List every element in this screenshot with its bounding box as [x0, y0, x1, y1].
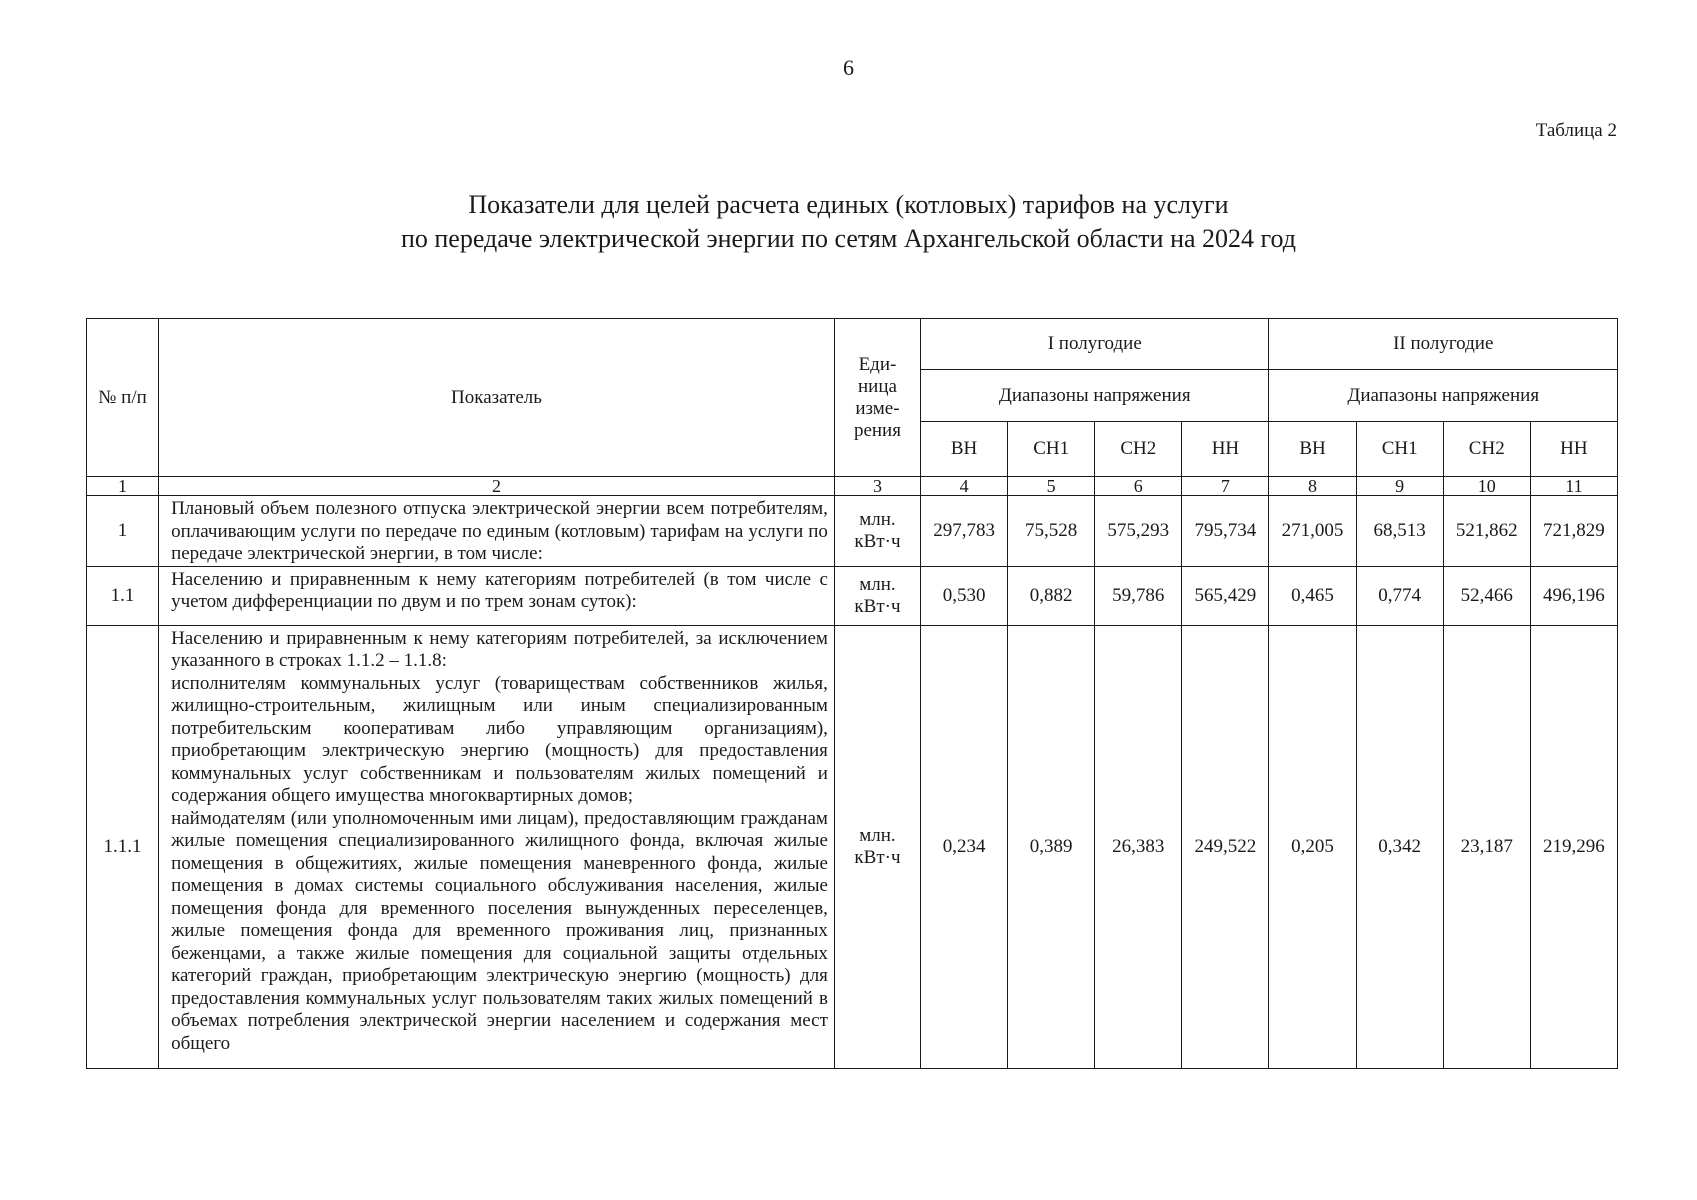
- unit-line: млн.: [859, 508, 896, 530]
- header-voltage: СН2: [1443, 422, 1530, 477]
- row-value: 219,296: [1530, 625, 1617, 1068]
- header-num: № п/п: [87, 319, 159, 477]
- row-value: 23,187: [1443, 625, 1530, 1068]
- header-unit: [834, 319, 920, 477]
- row-value: 75,528: [1008, 496, 1095, 567]
- indicator-paragraph: наймодателям (или уполномоченным ими лицам), предоставляющим гражданам жилые помещения специализированного жилищного фонда, включая жилые помещения в общежитиях, жилые помещения маневренного фонда, жилые помещения в домах системы социального обслуживания населения, жилые помещения фонда для временного поселения вынужденных переселенцев, жилые помещения фонда для временного проживания лиц, признанных беженцами, а также жилые помещения для социальной защиты отдельных категорий граждан, приобретающим электрическую энергию (мощность) для предоставления коммунальных услуг пользователям таких жилых помещений в объемах потребления электрической энергии населением и содержания мест общего: [171, 807, 828, 1054]
- unit-line: кВт·ч: [854, 595, 901, 617]
- header-half-2: II полугодие: [1269, 319, 1618, 370]
- header-voltage: ВН: [1269, 422, 1356, 477]
- unit-line: кВт·ч: [854, 530, 901, 552]
- row-value: 0,882: [1008, 566, 1095, 625]
- row-unit: [834, 496, 920, 567]
- title-line-2: по передаче электрической энергии по сетям Архангельской области на 2024 год: [400, 224, 1297, 253]
- row-indicator: Плановый объем полезного отпуска электрической энергии всем потребителям, оплачивающим услуги по передаче по единым (котловым) тарифам на услуги по передаче электрической энергии, в том числе:: [159, 496, 835, 567]
- table-label: Таблица 2: [1535, 120, 1617, 141]
- header-unit-line: изме-: [855, 397, 900, 419]
- unit-line: кВт·ч: [854, 846, 901, 868]
- column-number: 5: [1008, 477, 1095, 496]
- page-number: 6: [843, 55, 854, 80]
- header-unit-line: Еди-: [858, 353, 897, 375]
- header-indicator: Показатель: [159, 319, 835, 477]
- header-ranges-2: Диапазоны напряжения: [1269, 370, 1618, 422]
- table-row: [87, 625, 1618, 1068]
- row-value: 565,429: [1182, 566, 1269, 625]
- row-value: 59,786: [1095, 566, 1182, 625]
- column-numbers-row: [87, 477, 1618, 496]
- indicator-paragraph: исполнителям коммунальных услуг (товариществам собственников жилья, жилищно-строительным, жилищным или иным специализированным потребительским кооперативам либо управляющим организациям), приобретающим электрическую энергию (мощность) для предоставления коммунальных услуг собственникам и пользователям жилых помещений и содержания общего имущества многоквартирных домов;: [171, 672, 828, 806]
- header-half-1: I полугодие: [921, 319, 1269, 370]
- column-number: 9: [1356, 477, 1443, 496]
- header-voltage: ВН: [921, 422, 1008, 477]
- row-value: 52,466: [1443, 566, 1530, 625]
- header-voltage: СН1: [1356, 422, 1443, 477]
- row-value: 521,862: [1443, 496, 1530, 567]
- unit-line: млн.: [859, 573, 896, 595]
- row-value: 249,522: [1182, 625, 1269, 1068]
- column-number: 11: [1530, 477, 1617, 496]
- row-value: 26,383: [1095, 625, 1182, 1068]
- row-unit: [834, 625, 920, 1068]
- row-value: 0,465: [1269, 566, 1356, 625]
- document-title: [0, 188, 1697, 256]
- row-value: 496,196: [1530, 566, 1617, 625]
- column-number: 3: [834, 477, 920, 496]
- column-number: 1: [87, 477, 159, 496]
- row-value: 0,205: [1269, 625, 1356, 1068]
- row-value: 721,829: [1530, 496, 1617, 567]
- header-voltage: НН: [1530, 422, 1617, 477]
- row-value: 271,005: [1269, 496, 1356, 567]
- title-line-1: Показатели для целей расчета единых (котловых) тарифов на услуги: [468, 190, 1229, 219]
- header-voltage: СН2: [1095, 422, 1182, 477]
- row-value: 0,774: [1356, 566, 1443, 625]
- header-unit-line: ница: [858, 375, 897, 397]
- row-value: 0,389: [1008, 625, 1095, 1068]
- row-num: 1: [87, 496, 159, 567]
- row-value: 0,234: [921, 625, 1008, 1068]
- row-value: 575,293: [1095, 496, 1182, 567]
- row-value: 0,342: [1356, 625, 1443, 1068]
- unit-line: млн.: [859, 824, 896, 846]
- row-value: 297,783: [921, 496, 1008, 567]
- header-voltage: СН1: [1008, 422, 1095, 477]
- row-unit: [834, 566, 920, 625]
- column-number: 7: [1182, 477, 1269, 496]
- table-row: [87, 566, 1618, 625]
- header-voltage: НН: [1182, 422, 1269, 477]
- indicator-paragraph: Населению и приравненным к нему категориям потребителей, за исключением указанного в строках 1.1.2 – 1.1.8:: [171, 627, 828, 671]
- row-num: 1.1: [87, 566, 159, 625]
- table-row: [87, 496, 1618, 567]
- column-number: 8: [1269, 477, 1356, 496]
- header-ranges-1: Диапазоны напряжения: [921, 370, 1269, 422]
- column-number: 10: [1443, 477, 1530, 496]
- column-number: 6: [1095, 477, 1182, 496]
- row-indicator: [159, 625, 835, 1068]
- row-indicator: Населению и приравненным к нему категориям потребителей (в том числе с учетом дифференциации по двум и по трем зонам суток):: [159, 566, 835, 625]
- row-value: 0,530: [921, 566, 1008, 625]
- row-value: 68,513: [1356, 496, 1443, 567]
- header-unit-line: рения: [853, 419, 901, 441]
- row-num: 1.1.1: [87, 625, 159, 1068]
- column-number: 4: [921, 477, 1008, 496]
- tariff-indicators-table: [86, 318, 1618, 1069]
- column-number: 2: [159, 477, 835, 496]
- row-value: 795,734: [1182, 496, 1269, 567]
